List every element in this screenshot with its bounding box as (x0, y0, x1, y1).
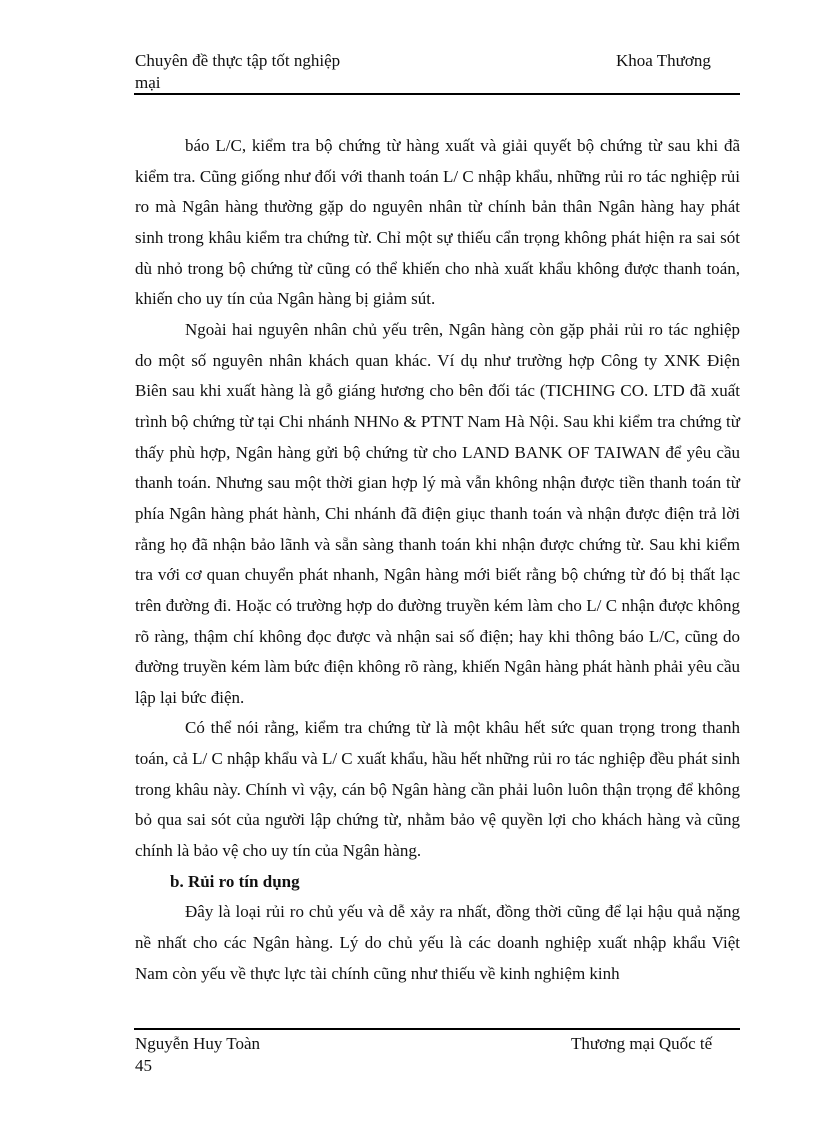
body-paragraph-4: Đây là loại rủi ro chủ yếu và dễ xảy ra nhất, đồng thời cũng để lại hậu quả nặng nề nhất cho các Ngân hàng. Lý do chủ yếu là các doanh nghiệp xuất nhập khẩu Việt Nam còn yếu về thực lực tài chính cũng như thiếu về kinh nghiệm kinh (135, 902, 740, 983)
header-title-line1: Chuyên đề thực tập tốt nghiệp (135, 51, 341, 70)
header-divider (134, 93, 740, 95)
body-paragraph-3: Có thể nói rằng, kiểm tra chứng từ là một khâu hết sức quan trọng trong thanh toán, cả L/ C nhập khẩu và L/ C xuất khẩu, hầu hết những rủi ro tác nghiệp đều phát sinh trong khâu này. Chính vì vậy, cán bộ Ngân hàng cần phải luôn luôn thận trọng để không bỏ qua sai sót của người lập chứng từ, nhằm bảo vệ quyền lợi cho khách hàng và cũng chính là bảo vệ cho uy tín của Ngân hàng. (135, 718, 741, 861)
body-paragraph-1: báo L/C, kiểm tra bộ chứng từ hàng xuất và giải quyết bộ chứng từ sau khi đã kiểm tra. Cũng giống như đối với thanh toán L/ C nhập khẩu, những rủi ro tác nghiệp rủi ro mà Ngân hàng thường gặp do nguyên nhân từ chính bản thân Ngân hàng hay phát sinh trong khâu kiểm tra chứng từ. Chỉ một sự thiếu cẩn trọng không phát hiện ra sai sót dù nhỏ trong bộ chứng từ cũng có thể khiến cho nhà xuất khẩu không được thanh toán, khiến cho uy tín của Ngân hàng bị giảm sút. (135, 136, 740, 309)
page-body (135, 131, 740, 989)
header-left (135, 50, 340, 94)
header-faculty: Khoa Thương (616, 51, 711, 70)
footer-department-part1: Thương mại (571, 1034, 655, 1053)
header-title-line2: mại (135, 73, 161, 92)
section-heading: b. Rủi ro tín dụng (170, 871, 300, 891)
footer-department (571, 1033, 712, 1055)
footer-author: Nguyễn Huy Toàn (135, 1034, 261, 1053)
footer-divider (134, 1028, 740, 1030)
footer-department-part2: Quốc tế (658, 1034, 713, 1053)
footer-left (135, 1033, 260, 1077)
body-paragraph-2: Ngoài hai nguyên nhân chủ yếu trên, Ngân hàng còn gặp phải rủi ro tác nghiệp do một số nguyên nhân khách quan khác. Ví dụ như trường hợp Công ty XNK Điện Biên sau khi xuất hàng là gỗ giáng hương cho bên đối tác (TICHING CO. LTD đã xuất trình bộ chứng từ tại Chi nhánh NHNo & PTNT Nam Hà Nội. Sau khi kiểm tra chứng từ thấy phù hợp, Ngân hàng gửi bộ chứng từ cho LAND BANK OF TAIWAN để yêu cầu thanh toán. Nhưng sau một thời gian hợp lý mà vẫn không nhận được tiền thanh toán từ phía Ngân hàng phát hành, Chi nhánh đã điện giục thanh toán và nhận được điện trả lời rằng họ đã nhận bảo lãnh và sẵn sàng thanh toán khi nhận được chứng từ. Sau khi kiểm tra với cơ quan chuyển phát nhanh, Ngân hàng mới biết rằng bộ chứng từ đó bị thất lạc trên đường đi. Hoặc có trường hợp do đường truyền kém làm cho L/ C nhận được không rõ ràng, thậm chí không đọc được và nhận sai số điện; hay khi thông báo L/C, cũng do đường truyền kém làm bức điện không rõ ràng, khiến Ngân hàng phát hành phải yêu cầu lập lại bức điện. (135, 319, 740, 707)
page-number: 45 (135, 1056, 152, 1075)
